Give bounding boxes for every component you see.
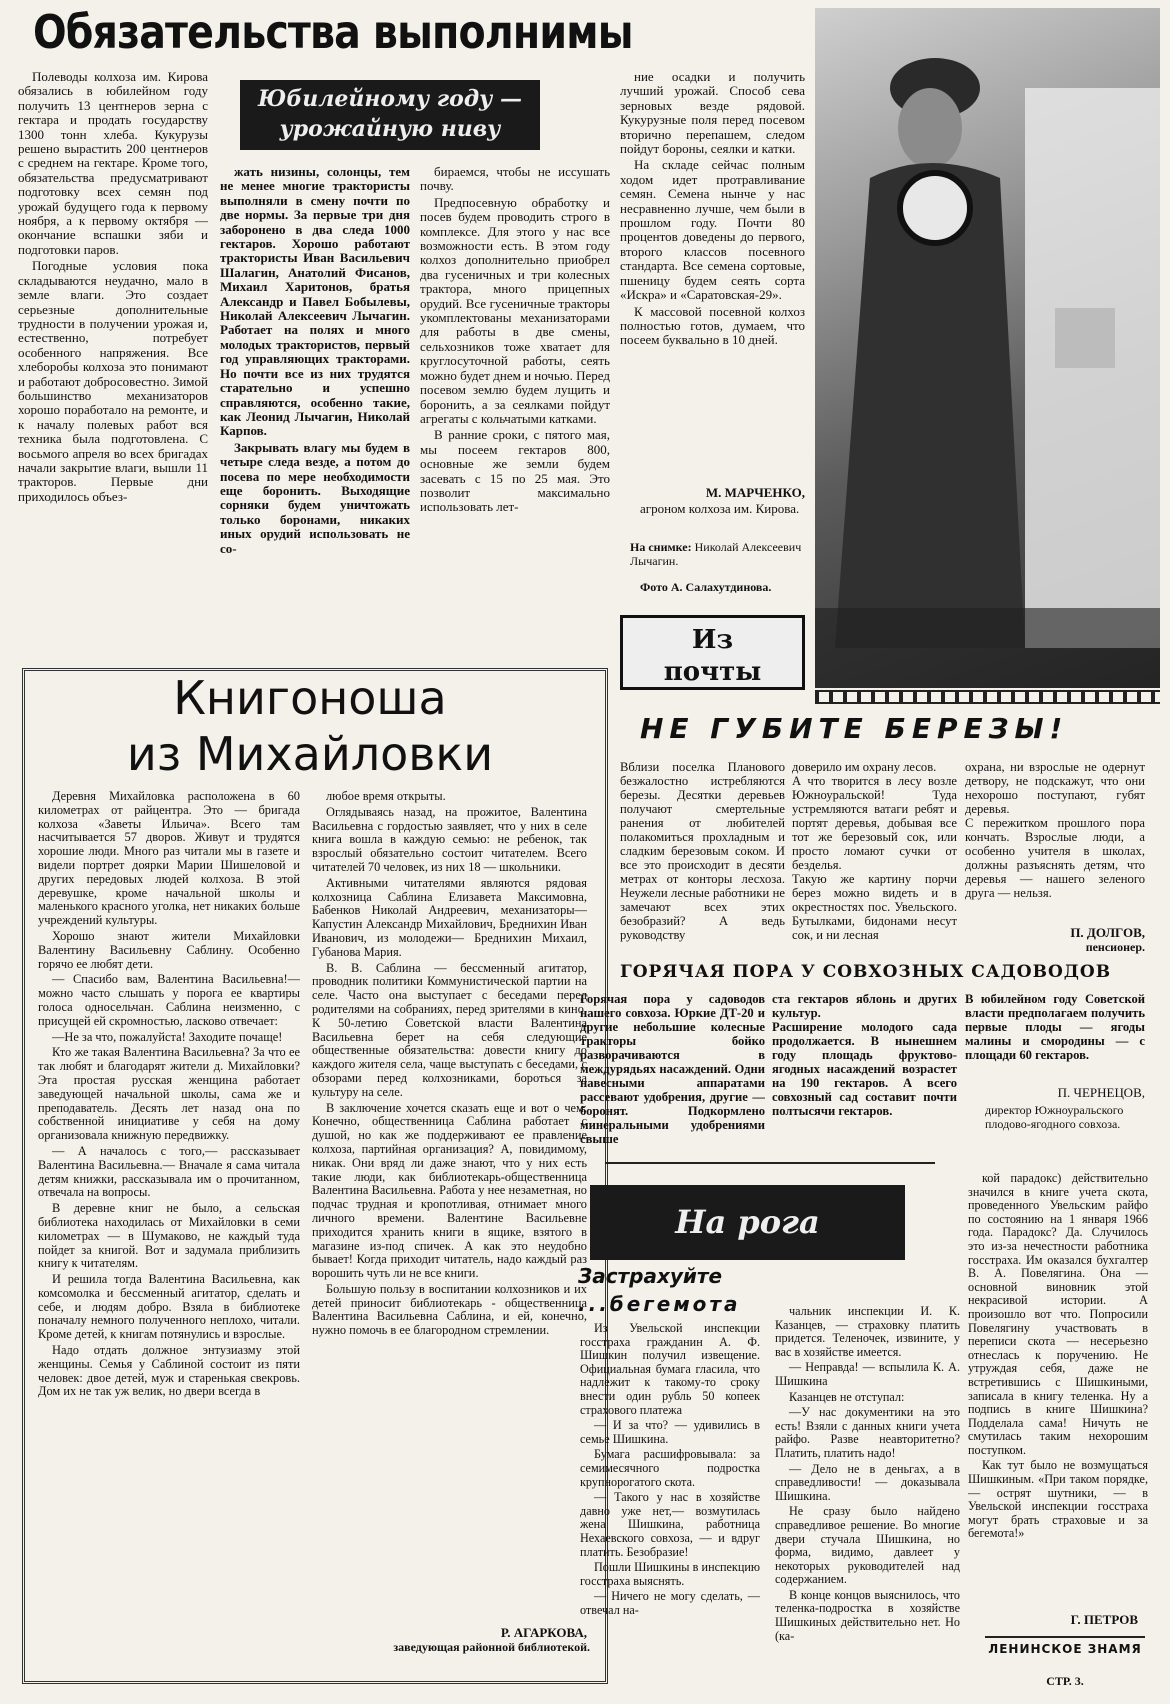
paragraph: —Не за что, пожалуйста! Заходите почаще! xyxy=(52,1029,283,1044)
article1-title: Обязательства выполнимы xyxy=(33,5,633,59)
gardeners-col3: В юбилейном году Советской власти предполагаем получить первые плоды — ягоды малины и смородины — с площади 60 гектаров. xyxy=(965,992,1145,1062)
paragraph: — Дело не в деньгах, а в справедливости! — доказывала Шишкина. xyxy=(775,1461,960,1503)
footer-paper-name: ЛЕНИНСКОЕ ЗНАМЯ xyxy=(988,1642,1142,1656)
letters-rubric-line2: почты xyxy=(663,657,762,687)
section-divider xyxy=(605,1162,935,1164)
paragraph: В конце концов выяснилось, что теленка-подростка в хозяйстве Шишкиных действительно нет. Но (ка- xyxy=(775,1587,960,1643)
paragraph: Активными читателями являются рядовая колхозница Саблина Елизавета Максимовна, Бабенков Николай Андреевич, механизаторы— Капустин Александр Михайлович, Бреднихин Иван Иванович, из молодежи— Бреднихин Михаил, Губанова Мария. xyxy=(312,875,587,959)
paragraph: Надо отдать должное энтузиазму этой женщины. Семья у Саблиной состоит из пяти человек: двое детей, муж и старенькая свекровь. Дом их не так уж велик, но двери всегда в xyxy=(38,1343,300,1399)
article1-col4 xyxy=(620,70,805,500)
paragraph: — А началось с того,— рассказывает Валентина Васильевна.— Вначале я сама читала детям книжки, рассказывала им о прочитанном, отвечала на вопросы. xyxy=(38,1143,300,1200)
caption-label: На снимке: xyxy=(630,540,692,554)
satire-author: Г. ПЕТРОВ xyxy=(1070,1612,1138,1627)
paragraph: бираемся, чтобы не иссушать почву. xyxy=(420,165,610,194)
article2-title-line1: Книгоноша xyxy=(173,671,447,725)
paragraph: Оглядываясь назад, на прожитое, Валентина Васильевна с гордостью заявляет, что у них в селе книга вошла в каждую семью: не ребенок, так взрослый обязательно состоит читателем. Всего читателей 70 человек, из них 18 — школьники. xyxy=(312,804,587,874)
paragraph: В. В. Саблина — бессменный агитатор, проводник политики Коммунистической партии на селе. Часто она выступает с беседами перед родителями на собраниях, перед зрителями в кино. К 50-летию Советской власти Валентина Васильевна берет на себя следующие общественные обязательства: довести книгу до каждого жителя села, чаще выступать с беседами, с обзорами перед колхозниками, бороться за культуру на селе. xyxy=(312,960,587,1099)
paragraph: — Ничего не могу сделать, — отвечал на- xyxy=(580,1589,760,1617)
footer-page-number: СТР. 3. xyxy=(1046,1674,1084,1688)
paragraph: Кто же такая Валентина Васильевна? За что ее так любят и благодарят жители д. Михайловки? Эта простая русская женщина работает заведующей начальной школы, сама же и преподаватель. Десять лет назад она по собственной инициативе у себя на дому организовала книжную передвижку. xyxy=(38,1045,300,1143)
paragraph: Пошли Шишкины в инспекцию госстраха выяснять. xyxy=(580,1560,760,1588)
article2-author: Р. АГАРКОВА, xyxy=(500,1625,587,1640)
article1-rubric: Юбилейному году — урожайную ниву xyxy=(240,80,540,150)
footer-rule xyxy=(985,1636,1145,1638)
photo-credit: Фото А. Салахутдинова. xyxy=(640,580,772,594)
gardeners-col1: Горячая пора у садоводов нашего совхоза. Юркие ДТ-20 и другие небольшие колесные тракторы бойко разворачиваются в междурядьях насаждений. Одни навесными аппаратами рассевают удобрения, другие — боронят. Подкормлено минеральными удобрениями свыше xyxy=(580,992,765,1146)
letters-col3: охрана, ни взрослые не одернут детвору, не подскажут, что они нехорошо поступают, губят деревья. С пережитком прошлого пора кончать. Взрослые люди, а особенно учителя в школах, должны разъяснять детям, что деревья — нашего зеленого друга — нельзя. xyxy=(965,760,1145,900)
satire-col2 xyxy=(775,1305,960,1690)
paragraph: Бумага расшифровывала: за семимесячного подростка крупнорогатого скота. xyxy=(580,1447,760,1489)
article1-author: М. МАРЧЕНКО, xyxy=(705,485,805,500)
paragraph: чальник инспекции И. К. Казанцев, — страховку платить придется. Теленочек, извините, у вас в хозяйстве имеется. xyxy=(775,1305,960,1359)
paragraph: Не сразу было найдено справедливое решение. Во многие двери стучала Шишкина, но форма, видимо, давлеет у некоторых руководителей над содержанием. xyxy=(775,1504,960,1587)
letters-rubric xyxy=(620,615,805,690)
article2-title xyxy=(40,670,580,782)
paragraph: любое время открыты. xyxy=(326,790,446,803)
paragraph: ние осадки и получить лучший урожай. Способ сева зерновых везде рядовой. Кукурузные поля перед посевом вторично перепашем, следом пойдут бороны, сеялки и катки. xyxy=(620,70,805,157)
paragraph: К массовой посевной колхоз полностью готов, думаем, что посеем буквально в 10 дней. xyxy=(620,303,805,348)
paragraph: Полеводы колхоза им. Кирова обязались в юбилейном году получить 13 центнеров зерна с гектара и продать государству 1300 тонн хлеба. Кукурузы решено вырастить 200 центнеров с среднем на гектаре. Кроме того, обязательства предусматривают подготовку всех семян под урожай будущего года к первому ноября, а к первому октября — окончание вспашки зяби и подготовки паров. xyxy=(18,70,208,257)
photo-caption xyxy=(630,540,810,568)
gardeners-author-role: директор Южноуральского плодово-ягодного совхоза. xyxy=(985,1103,1124,1131)
paragraph: кой парадокс) действительно значился в книге учета скота, проведенного Увельским райфо по состоянию на 1 января 1966 года. Парадокс? Да. Случилось это из-за нечестности работника госстраха. Им оказался бухгалтер В. А. Повелягина. Она — основной виновник этой некрасивой истории. А произошло вот что. Попросили Повелягину участвовать в переписи скота — несерьезно отнеслась к поручению. Не утруждая себя, даже не встретившись с Шишкиными, записала в книгу теленка. Ну а подпись в книге Шишкина? Подделала сама! Ничуть не смутилась таким нехорошим поступком. xyxy=(968,1172,1148,1457)
paragraph: В деревне книг не было, а сельская библиотека находилась от Михайловки в семи километрах — в Шумаково, не каждый туда пойдет за книгой. Вот и задумала приблизить книгу к читателям. xyxy=(38,1201,300,1271)
paragraph: — Неправда! — вспылила К. А. Шишкина xyxy=(775,1360,960,1388)
paragraph: На складе сейчас полным ходом идет протравливание семян. Семена нынче у нас несравненно лучше, чем были в прошлом году. Почти 80 процентов доведены до первого, второго классов посевного стандарта. Все семена сортовые, пшеницу будем сеять сорта «Искра» и «Саратовская-29». xyxy=(620,157,805,303)
satire-col1 xyxy=(580,1322,760,1682)
paragraph: Большую пользу в воспитании колхозников и их детей приносит библиотекарь - общественница Валентина Васильевна Саблина, и ей, конечно, нужно помочь в ее благородном стремлении. xyxy=(312,1281,587,1338)
article1-author-role: агроном колхоза им. Кирова. xyxy=(640,501,800,516)
letters-col1: Вблизи поселка Планового безжалостно истребляются березы. Десятки деревьев получают смертельные ранения от любителей полакомиться прохладным и сладким березовым соком. И все это происходит в десяти метрах от конторы лесхоза. Неужели лесные работники не замечают всех этих безобразий? А ведь руководству xyxy=(620,760,785,942)
letters-col2: доверило им охрану лесов. А что творится в лесу возле Южноуральской! Туда устремляются ватаги ребят и портят деревья, добывая все тот же березовый сок, или просто ломают сучки от безделья. Такую же картину порчи берез можно видеть и в окрестностях пос. Увельского. Бутылками, бидонами несут сок, и ни лесная xyxy=(792,760,957,942)
article2-col1 xyxy=(38,790,300,1670)
paragraph: — Такого у нас в хозяйстве давно уже нет,— возмутилась жена Шишкина, работница Нехаевского совхоза, — и вдруг платить. Безобразие! xyxy=(580,1490,760,1559)
paragraph: — Спасибо вам, Валентина Васильевна!— можно часто слышать у порога ее квартиры голоса односельчан. Саблина неизменно, с присущей ей скромностью, ласково отвечает: xyxy=(38,972,300,1028)
gardeners-title: ГОРЯЧАЯ ПОРА У СОВХОЗНЫХ САДОВОДОВ xyxy=(620,962,1112,982)
ornament-divider xyxy=(815,690,1160,704)
article2-col2 xyxy=(312,790,587,1620)
paragraph: Хорошо знают жители Михайловки Валентину Васильевну Саблину. Особенно горячо ее любят дети. xyxy=(38,928,300,971)
paragraph: Предпосевную обработку и посев будем проводить строго в комплексе. Для этого у нас все возможности есть. В этом году колхоз дополнительно приобрел два гусеничных и три колесных трактора, много прицепных орудий. Все гусеничные тракторы укомплектованы механизаторами для работы в две смены, сельхозников тоже хватает для круглосуточной работы, сеять можно будет днем и ночью. Перед посевом землю будем лущить и боронить, а за сеялками пойдут агрегаты с кольчатыми катками. xyxy=(420,194,610,426)
photo-illustration xyxy=(815,8,1160,688)
paragraph: В ранние сроки, с пятого мая, мы посеем гектаров 800, основные же земли будем засевать с 15 по 25 мая. Это позволит максимально использовать лет- xyxy=(420,427,610,515)
paragraph: И решила тогда Валентина Васильевна, как комсомолка и бессменный агитатор, сделать и себе, и людям добро. Взяла в библиотеке поначалу немного полученного неплохо, читали. Кроме детей, к книгам потянулись и взрослые. xyxy=(38,1272,300,1342)
satire-title-line1: Застрахуйте xyxy=(578,1264,723,1288)
caption-text: Николай Алексеевич Лычагин. xyxy=(630,540,802,568)
paragraph: Казанцев не отступал: xyxy=(789,1389,905,1404)
satire-rubric: На рога xyxy=(590,1185,905,1260)
paragraph: Как тут было не возмущаться Шишкиным. «При таком порядке, — острят шутники, — в Увельской инспекции госстраха могут брать страховые и за бегемота!» xyxy=(968,1458,1148,1541)
paragraph: Из Увельской инспекции госстраха гражданин А. Ф. Шишкин получил извещение. Официальная бумага гласила, что надлежит к такому-то сроку внести один рубль 50 копеек страхового платежа xyxy=(580,1322,760,1417)
paragraph: В заключение хочется сказать еще и вот о чем. Конечно, общественница Саблина работает с душой, но как же поддерживают ее правление колхоза, партийная организация? А, повидимому, никак. Они вряд ли даже знают, что у них есть такие люди, как библиотекарь-общественница Валентина Васильевна. Работа у нее незаметная, но подчас трудная и кропотливая, отнимает много личного времени. Валентине Васильевне приходится хранить книги в ящике, взятого в магазине из-под спичек. А как это неудобно бывает! Когда приходит читатель, надо каждый раз ворошить чуть ли не все книги. xyxy=(312,1100,587,1281)
letters-rubric-line1: Из xyxy=(691,625,734,655)
article2-author-role: заведующая районной библиотекой. xyxy=(393,1640,590,1654)
paragraph: Закрывать влагу мы будем в четыре следа везде, а потом до посева по мере необходимости еще боронить. Выходящие сорняки будем уничтожать только боронами, никаких иных орудий использовать не со- xyxy=(220,439,410,556)
satire-title xyxy=(578,1262,778,1318)
tractor-driver-photo xyxy=(815,8,1160,688)
paragraph: Деревня Михайловка расположена в 60 километрах от райцентра. Это — бригада колхоза «Заветы Ильича». Всего там насчитывается 57 дворов. Живут и трудятся хорошие люди. Много раз читали мы в газете и видели портрет доярки Марии Шишеловой и других передовых людей колхоза. В этой деревушке, кроме начальной школы и маленького красного уголка, нет никаких больше учреждений культуры. xyxy=(38,790,300,928)
paragraph: жать низины, солонцы, тем не менее многие трактористы выполняли в смену почти по две нормы. За первые три дня заборонено в два следа 1000 гектаров. Хорошо работают трактористы Иван Васильевич Шалагин, Анатолий Фисанов, Михаил Харитонов, братья Александр и Павел Бобылевы, Николай Алексеевич Лычагин. Работает на полях и много молодых трактористов, первый год управляющих тракторами. Но почти все из них трудятся старательно и успешно справляются, особенно такие, как Леонид Лычагин, Николай Карпов. xyxy=(220,165,410,439)
article1-col1 xyxy=(18,70,208,645)
letters-author: П. ДОЛГОВ, xyxy=(1070,925,1145,940)
satire-col3 xyxy=(968,1172,1148,1612)
article1-col3 xyxy=(420,165,610,645)
letters-author-role: пенсионер. xyxy=(1085,940,1145,954)
satire-title-line2: ...бегемота xyxy=(578,1292,741,1316)
gardeners-col2: ста гектаров яблонь и других культур. Расширение молодого сада продолжается. В нынешнем году площадь фруктово-ягодных насаждений возрастет на 190 гектаров. А всего совхозный сад составит почти полтысячи гектаров. xyxy=(772,992,957,1118)
article2-title-line2: из Михайловки xyxy=(126,727,494,781)
paragraph: Погодные условия пока складываются неудачно, мало в земле влаги. Это создает серьезные дополнительные трудности в получении урожая и, естественно, потребует особенного напряжения. Все хлеборобы колхоза это понимают и работают добросовестно. Зимой большинство механизаторов хорошо поработало на ремонте, и к началу полевых работ вся техника была подготовлена. С восьмого апреля во всех бригадах начали закрытие влаги, вышли 11 тракторов. Первые дни приходилось объез- xyxy=(18,258,208,504)
gardeners-author: П. ЧЕРНЕЦОВ, xyxy=(1057,1085,1145,1100)
article1-col2 xyxy=(220,165,410,645)
paragraph: —У нас документики на это есть! Взяли с данных книги учета райфо. Разве неавторитетно? Платить, платить надо! xyxy=(775,1405,960,1460)
letters-title: НЕ ГУБИТЕ БЕРЕЗЫ! xyxy=(640,712,1069,745)
paragraph: — И за что? — удивились в семье Шишкина. xyxy=(580,1418,760,1446)
